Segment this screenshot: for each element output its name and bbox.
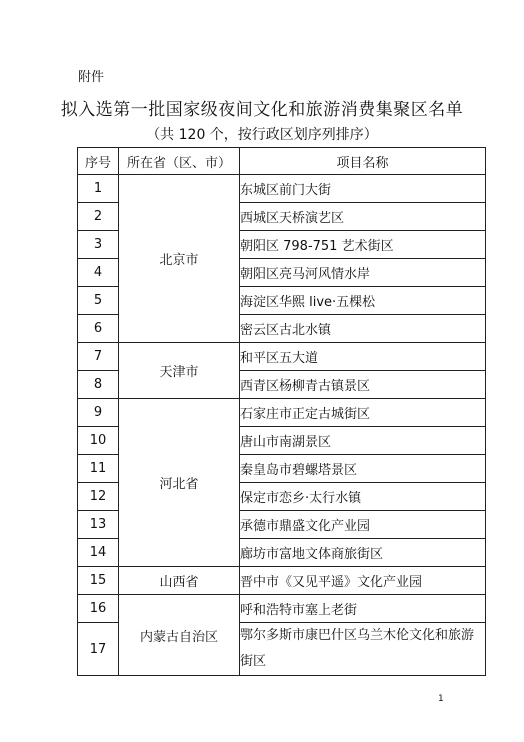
table-row <box>78 399 486 427</box>
table-row <box>78 175 486 203</box>
project-name: 朝阳区 798-751 艺术街区 <box>240 231 486 259</box>
list-table <box>77 147 486 676</box>
region-cell: 北京市 <box>119 175 240 343</box>
project-name: 和平区五大道 <box>240 343 486 371</box>
row-number: 9 <box>78 399 119 427</box>
project-name: 保定市恋乡·太行水镇 <box>240 483 486 511</box>
project-name: 鄂尔多斯市康巴什区乌兰木伦文化和旅游街区 <box>240 623 486 676</box>
row-number: 2 <box>78 203 119 231</box>
column-header-name: 项目名称 <box>240 148 486 175</box>
project-name: 密云区古北水镇 <box>240 315 486 343</box>
region-cell: 河北省 <box>119 399 240 567</box>
row-number: 1 <box>78 175 119 203</box>
column-header-number: 序号 <box>78 148 119 175</box>
attachment-label: 附件 <box>78 70 105 85</box>
project-name: 承德市鼎盛文化产业园 <box>240 511 486 539</box>
row-number: 10 <box>78 427 119 455</box>
row-number: 8 <box>78 371 119 399</box>
row-number: 15 <box>78 567 119 595</box>
region-cell: 内蒙古自治区 <box>119 595 240 676</box>
project-name: 廊坊市富地文体商旅街区 <box>240 539 486 567</box>
table-row <box>78 343 486 371</box>
project-name: 朝阳区亮马河风情水岸 <box>240 259 486 287</box>
row-number: 12 <box>78 483 119 511</box>
project-name: 秦皇岛市碧螺塔景区 <box>240 455 486 483</box>
project-name: 唐山市南湖景区 <box>240 427 486 455</box>
table-row <box>78 567 486 595</box>
row-number: 17 <box>78 623 119 676</box>
row-number: 7 <box>78 343 119 371</box>
document-subtitle: （共 120 个，按行政区划序列排序） <box>146 127 378 143</box>
project-name: 西城区天桥演艺区 <box>240 203 486 231</box>
row-number: 3 <box>78 231 119 259</box>
project-name: 呼和浩特市塞上老街 <box>240 595 486 623</box>
row-number: 4 <box>78 259 119 287</box>
region-cell: 天津市 <box>119 343 240 399</box>
row-number: 6 <box>78 315 119 343</box>
document-title: 拟入选第一批国家级夜间文化和旅游消费集聚区名单 <box>60 100 464 120</box>
project-name: 晋中市《又见平遥》文化产业园 <box>240 567 486 595</box>
row-number: 13 <box>78 511 119 539</box>
project-name: 海淀区华熙 live·五棵松 <box>240 287 486 315</box>
row-number: 16 <box>78 595 119 623</box>
table-row <box>78 595 486 623</box>
region-cell: 山西省 <box>119 567 240 595</box>
row-number: 5 <box>78 287 119 315</box>
page-number: 1 <box>438 694 444 704</box>
column-header-region: 所在省（区、市） <box>119 148 240 175</box>
project-name: 石家庄市正定古城街区 <box>240 399 486 427</box>
project-name: 西青区杨柳青古镇景区 <box>240 371 486 399</box>
row-number: 11 <box>78 455 119 483</box>
project-name: 东城区前门大街 <box>240 175 486 203</box>
row-number: 14 <box>78 539 119 567</box>
table-header-row <box>78 148 486 175</box>
